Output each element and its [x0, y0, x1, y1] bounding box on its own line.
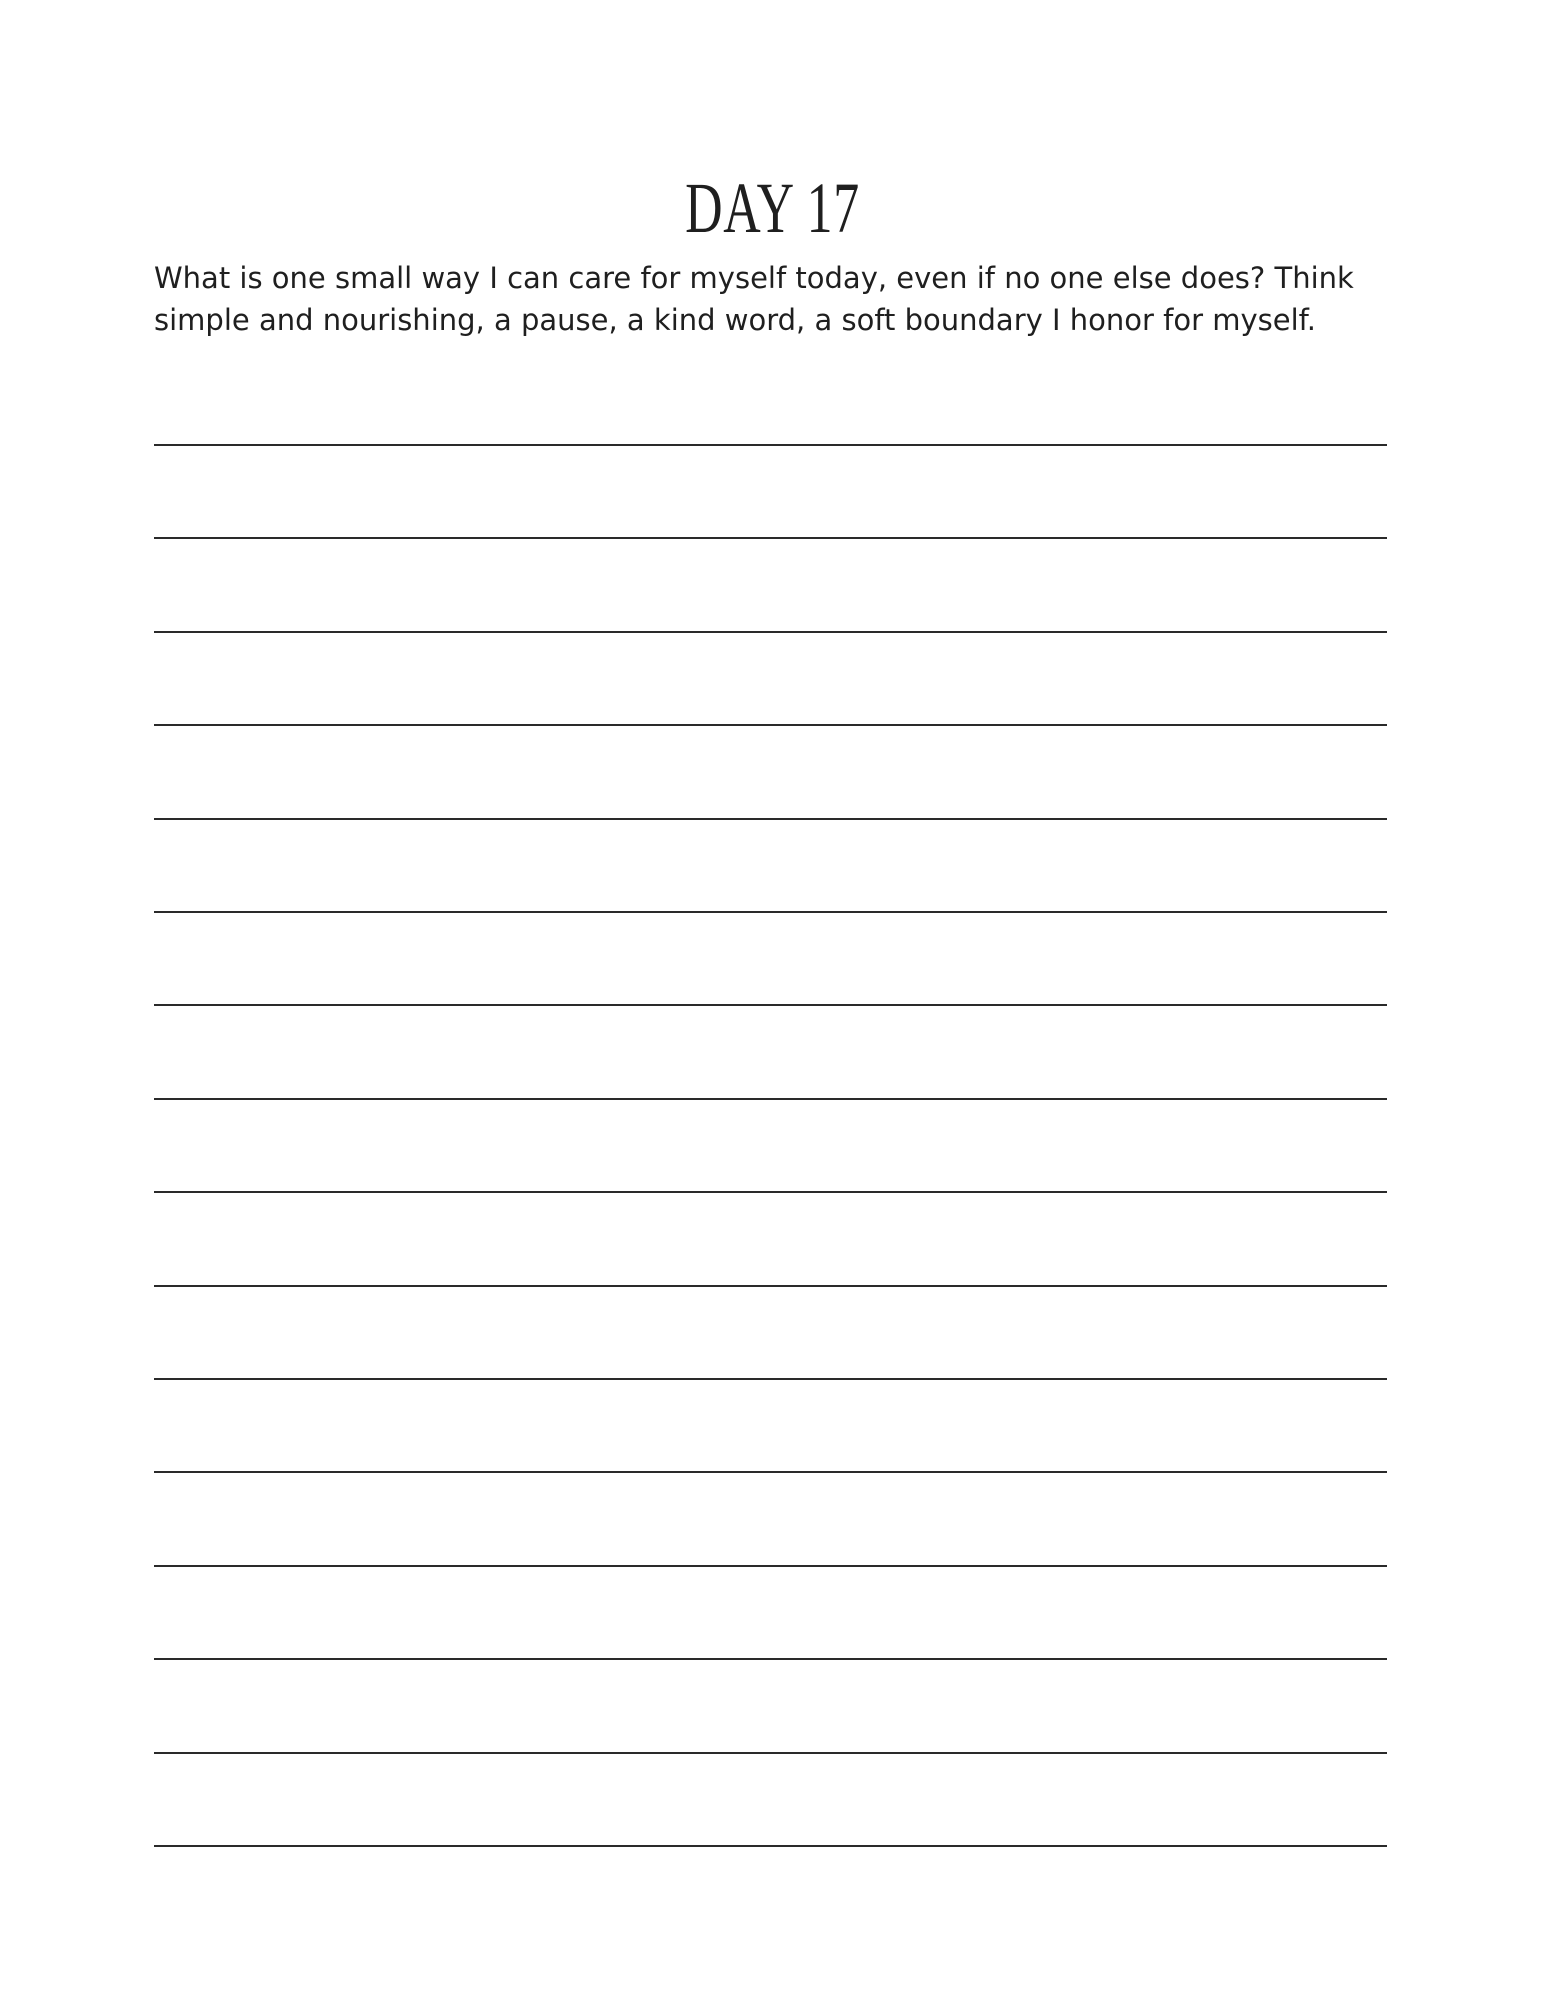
writing-line [154, 1845, 1387, 1847]
writing-line [154, 537, 1387, 539]
page-title: DAY 17 [685, 168, 860, 248]
writing-line [154, 1658, 1387, 1660]
writing-lines [154, 0, 1387, 2000]
writing-line [154, 1565, 1387, 1567]
writing-line [154, 631, 1387, 633]
writing-line [154, 444, 1387, 446]
writing-line [154, 1285, 1387, 1287]
writing-line [154, 1098, 1387, 1100]
writing-line [154, 911, 1387, 913]
writing-line [154, 724, 1387, 726]
writing-line [154, 1378, 1387, 1380]
writing-line [154, 818, 1387, 820]
writing-line [154, 1752, 1387, 1754]
writing-line [154, 1004, 1387, 1006]
writing-line [154, 1471, 1387, 1473]
journal-prompt: What is one small way I can care for myself today, even if no one else does? Think simple and nourishing, a pause, a kind word, a soft boundary I honor for myself. [154, 261, 1354, 337]
writing-line [154, 1191, 1387, 1193]
